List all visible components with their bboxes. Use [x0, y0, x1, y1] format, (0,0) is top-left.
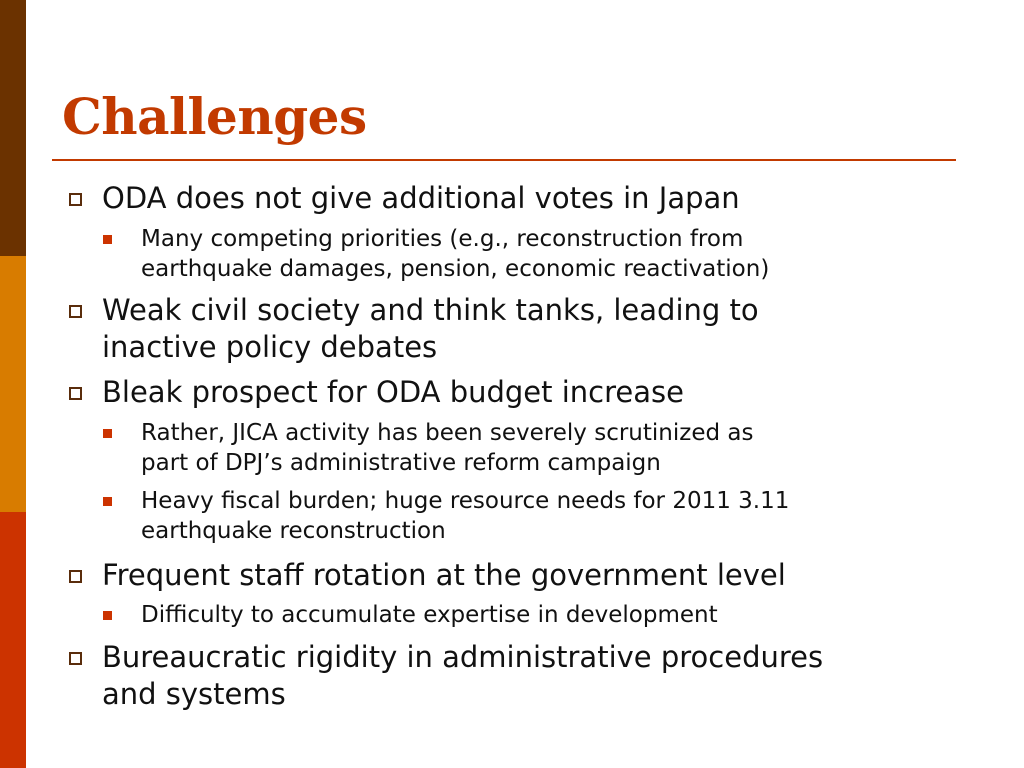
- bullet-item: [102, 180, 740, 217]
- sub-bullet-text-line: Difficulty to accumulate expertise in development: [141, 602, 718, 628]
- sub-bullet-text-line: earthquake damages, pension, economic reactivation): [141, 256, 770, 282]
- slide-title: Challenges: [62, 87, 367, 146]
- sub-bullet-item: [141, 224, 769, 284]
- sub-bullet-text-line: part of DPJ’s administrative reform campaign: [141, 450, 661, 476]
- bullet-item: [102, 292, 759, 366]
- hollow-square-bullet-icon: [69, 570, 82, 583]
- filled-square-bullet-icon: [103, 235, 112, 244]
- hollow-square-bullet-icon: [69, 652, 82, 665]
- hollow-square-bullet-icon: [69, 387, 82, 400]
- bullet-text-line: and systems: [102, 677, 286, 711]
- sub-bullet-text-line: Many competing priorities (e.g., reconstruction from: [141, 226, 744, 252]
- sub-bullet-item: [141, 486, 789, 546]
- filled-square-bullet-icon: [103, 429, 112, 438]
- bullet-text-line: ODA does not give additional votes in Japan: [102, 181, 740, 215]
- hollow-square-bullet-icon: [69, 305, 82, 318]
- sub-bullet-text-line: Rather, JICA activity has been severely scrutinized as: [141, 420, 754, 446]
- sub-bullet-text-line: Heavy fiscal burden; huge resource needs for 2011 3.11: [141, 488, 790, 514]
- bullet-item: [102, 557, 786, 594]
- sub-bullet-item: [141, 418, 753, 478]
- hollow-square-bullet-icon: [69, 193, 82, 206]
- sub-bullet-text-line: earthquake reconstruction: [141, 518, 446, 544]
- filled-square-bullet-icon: [103, 497, 112, 506]
- filled-square-bullet-icon: [103, 611, 112, 620]
- bullet-text-line: Bleak prospect for ODA budget increase: [102, 375, 684, 409]
- bullet-text-line: Weak civil society and think tanks, leading to: [102, 293, 759, 327]
- sub-bullet-item: [141, 600, 718, 630]
- bullet-text-line: Bureaucratic rigidity in administrative procedures: [102, 640, 824, 674]
- bullet-text-line: Frequent staff rotation at the government level: [102, 558, 786, 592]
- bullet-item: [102, 374, 684, 411]
- bullet-item: [102, 639, 823, 713]
- bullet-text-line: inactive policy debates: [102, 330, 438, 364]
